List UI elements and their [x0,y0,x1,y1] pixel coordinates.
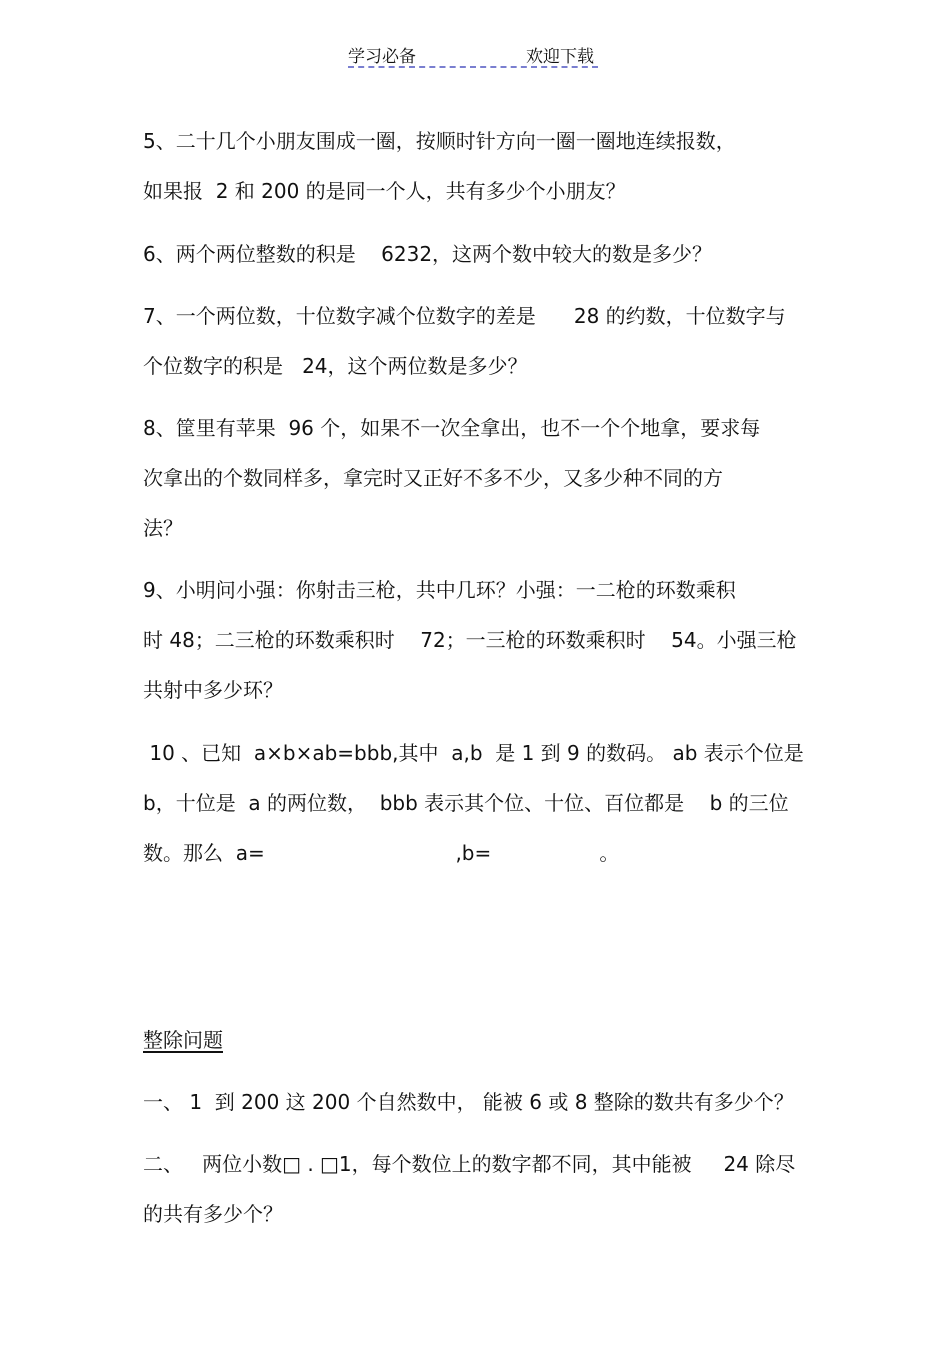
header-left-text: 学习必备 [348,47,416,67]
problem-8-line-2: 次拿出的个数同样多，拿完时又正好不多不少，又多少种不同的方 [143,466,723,490]
problem-9-line-1: 9、小明问小强：你射击三枪，共中几环？小强：一二枪的环数乘积 [143,578,736,602]
problem-5-line-2: 如果报 2 和 200 的是同一个人，共有多少个小朋友？ [143,179,626,203]
problem-8-line-3: 法？ [143,516,183,540]
problem-7-line-1: 7、一个两位数，十位数字减个位数字的差是 28 的约数，十位数字与 [143,304,786,328]
problem-9-line-3: 共射中多少环？ [143,678,283,702]
header-right-text: 欢迎下载 [526,47,594,67]
problem-10-line-2: b，十位是 a 的两位数， bbb 表示其个位、十位、百位都是 b 的三位 [143,791,789,815]
problem-10-line-3: 数。那么 a= ,b= 。 [143,841,620,865]
problem-8-line-1: 8、筐里有苹果 96 个，如果不一次全拿出，也不一个个地拿，要求每 [143,416,761,440]
divisibility-problem-1: 一、 1 到 200 这 200 个自然数中， 能被 6 或 8 整除的数共有多少个？ [143,1090,794,1114]
problem-10-line-1: 10 、已知 a×b×ab=bbb,其中 a,b 是 1 到 9 的数码。 ab 表示个位是 [143,741,804,765]
section-title: 整除问题 [143,1028,223,1052]
divisibility-problem-2-line-2: 的共有多少个？ [143,1202,283,1226]
divisibility-problem-2-line-1: 二、 两位小数□ . □1，每个数位上的数字都不同，其中能被 24 除尽 [143,1152,796,1176]
page-header [348,42,598,68]
problem-9-line-2: 时 48；二三枪的环数乘积时 72；一三枪的环数乘积时 54。小强三枪 [143,628,797,652]
problem-5-line-1: 5、二十几个小朋友围成一圈，按顺时针方向一圈一圈地连续报数， [143,129,736,153]
problem-6-line-1: 6、两个两位整数的积是 6232，这两个数中较大的数是多少？ [143,242,713,266]
problem-7-line-2: 个位数字的积是 24，这个两位数是多少？ [143,354,528,378]
